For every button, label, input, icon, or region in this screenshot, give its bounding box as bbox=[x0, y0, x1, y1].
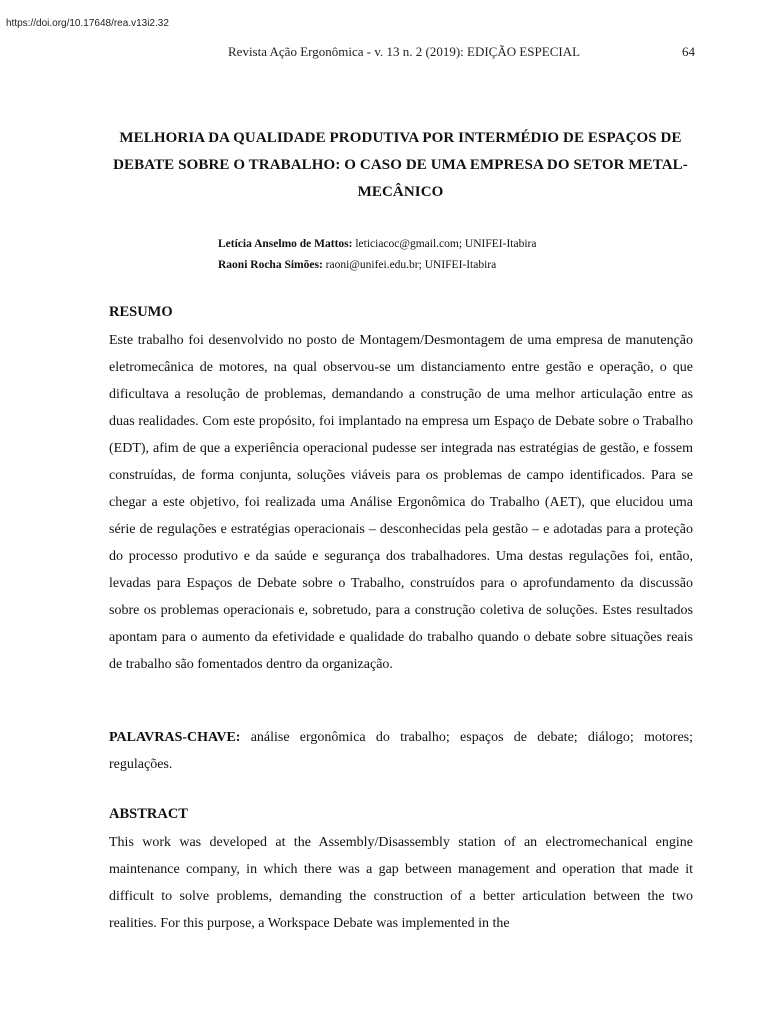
keywords-paragraph bbox=[109, 724, 693, 778]
author-list bbox=[218, 234, 536, 276]
keywords-text: análise ergonômica do trabalho; espaços de debate; diálogo; motores; regulações. bbox=[109, 730, 693, 772]
author-affiliation: leticiacoc@gmail.com; UNIFEI-Itabira bbox=[352, 238, 537, 250]
doi-link[interactable]: https://doi.org/10.17648/rea.v13i2.32 bbox=[6, 18, 169, 29]
journal-running-header: Revista Ação Ergonômica - v. 13 n. 2 (2019): EDIÇÃO ESPECIAL bbox=[228, 44, 581, 59]
resumo-paragraph: Este trabalho foi desenvolvido no posto de Montagem/Desmontagem de uma empresa de manutenção eletromecânica de motores, na qual observou-se um distanciamento entre gestão e operação, o que dificultava a resolução de problemas, demandando a construção de uma melhor articulação entre as duas realidades. Com este propósito, foi implantado na empresa um Espaço de Debate sobre o Trabalho (EDT), afim de que a experiência operacional pudesse ser integrada nas estratégias de gestão, e fossem construídas, de forma conjunta, soluções viáveis para os problemas de campo identificados. Para se chegar a este objetivo, foi realizada uma Análise Ergonômica do Trabalho (AET), que elucidou uma série de regulações e estratégias operacionais – desconhecidas pela gestão – e adotadas para a proteção do processo produtivo e da saúde e segurança dos trabalhadores. Uma destas regulações foi, então, levadas para Espaços de Debate sobre o Trabalho, construídos para o aprofundamento da discussão sobre os problemas operacionais e, sobretudo, para a construção coletiva de soluções. Estes resultados apontam para o aumento da efetividade e qualidade do trabalho quando o debate sobre situações reais de trabalho são fomentados dentro da organização. bbox=[109, 333, 693, 672]
page-number: 64 bbox=[682, 44, 695, 59]
author-name: Raoni Rocha Simões: bbox=[218, 259, 323, 271]
abstract-heading: ABSTRACT bbox=[109, 806, 188, 822]
author-affiliation: raoni@unifei.edu.br; UNIFEI-Itabira bbox=[322, 259, 497, 271]
author-line bbox=[218, 234, 536, 255]
author-line bbox=[218, 255, 536, 276]
author-name: Letícia Anselmo de Mattos: bbox=[218, 238, 353, 250]
keywords-label: PALAVRAS-CHAVE: bbox=[109, 730, 241, 745]
resumo-heading: RESUMO bbox=[109, 304, 173, 320]
paper-title: MELHORIA DA QUALIDADE PRODUTIVA POR INTERMÉDIO DE ESPAÇOS DE DEBATE SOBRE O TRABALHO: O CASO DE UMA EMPRESA DO SETOR METAL-MECÂNICO bbox=[113, 130, 688, 200]
abstract-paragraph: This work was developed at the Assembly/Disassembly station of an electromechanical engine maintenance company, in which there was a gap between management and operation that made it difficult to solve problems, demanding the construction of a better articulation between the two realities. For this purpose, a Workspace Debate was implemented in the bbox=[109, 835, 693, 931]
